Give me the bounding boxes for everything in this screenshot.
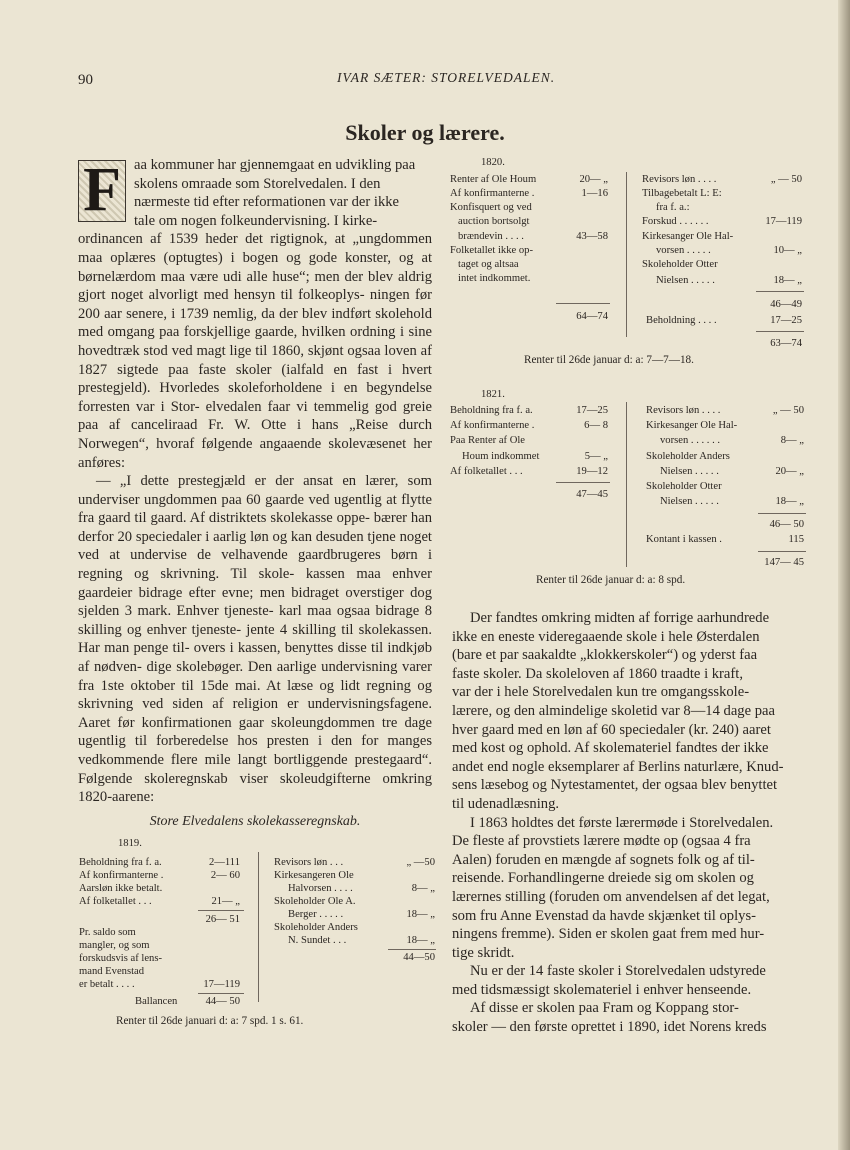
ledger-value: 19—12 [576, 466, 608, 477]
text-line: reisende. Forhandlingerne dreiede sig om skolen og [452, 870, 754, 887]
sum-rule [758, 551, 806, 552]
ledger-value: 17—119 [765, 216, 802, 227]
ledger-value: 18— „ [775, 496, 804, 507]
ledger-label: Nielsen . . . . . [660, 496, 719, 507]
text-line: som fru Anne Evenstad da havde skjænket til oplys- [452, 907, 756, 924]
sum-rule [198, 993, 244, 994]
ledger-value: 10— „ [773, 245, 802, 256]
ledger-value: 17—25 [576, 405, 608, 416]
ledger-value: 21— „ [211, 896, 240, 907]
ledger-label: brændevin . . . . [458, 231, 524, 242]
holding-value: 17—25 [770, 315, 802, 326]
ledger-label: vorsen . . . . . [656, 245, 711, 256]
ledger-value: 2— 60 [210, 870, 240, 881]
ledger-value: 20— „ [775, 466, 804, 477]
page-number: 90 [78, 72, 93, 88]
year-1821: 1821. [481, 389, 505, 400]
sum-rule [556, 303, 610, 304]
ledger-label: Beholdning fra f. a. [450, 405, 533, 416]
ledger-label: Af folketallet . . . [79, 896, 152, 907]
cash-label: Kontant i kassen . [646, 534, 722, 545]
ledger-value: 18— „ [406, 935, 435, 946]
text-line: (bare et par saakaldte „klokkerskoler“) og yderst faa [452, 647, 758, 664]
ledger-subtotal: 46— 50 [769, 519, 804, 530]
ledger-label: fra f. a.: [656, 202, 690, 213]
dropcap-ornament [78, 156, 126, 224]
text-line: lærere, og den almindelige skoletid var 8—14 dage paa [452, 702, 775, 719]
ledger-label: Revisors løn . . . . [642, 174, 717, 185]
text-line: var der i hele Storelvedalen kun tre omgangsskole- [452, 684, 750, 701]
ledger-label: Renter af Ole Houm [450, 174, 537, 185]
page-edge [838, 0, 850, 1150]
ledger-label: Berger . . . . . [288, 909, 344, 920]
text-line: Aalen) foruden en mængde af sognets folk og af til- [452, 851, 755, 868]
ledger-total: 63—74 [770, 338, 802, 349]
ledger-label: Af konfirmanterne . [450, 420, 535, 431]
column-divider [626, 172, 627, 337]
ledger-label: mangler, og som [79, 940, 150, 951]
ledger-label: Revisors løn . . . [274, 857, 344, 868]
text-line: til udenadlæsning. [452, 795, 560, 812]
right-column [452, 609, 808, 1037]
text-line: tige skridt. [452, 944, 515, 961]
ledger-value: 17—119 [203, 979, 240, 990]
sum-rule [758, 513, 806, 514]
ledger-label: Paa Renter af Ole [450, 435, 526, 446]
interest-note: Renter til 26de januar d: a: 7—7—18. [524, 354, 694, 366]
ledger-label: Kirkesanger Ole Hal- [646, 420, 738, 431]
balance-value: 44— 50 [205, 996, 240, 1007]
ledger-label: Forskud . . . . . . [642, 216, 709, 227]
ledger-label: Aarsløn ikke betalt. [79, 883, 163, 894]
ledger-label: Nielsen . . . . . [660, 466, 719, 477]
ledger-label: Folketallet ikke op- [450, 245, 533, 256]
ledger-label: Skoleholder Ole A. [274, 896, 356, 907]
dropcap-letter: F [83, 156, 121, 224]
ledger-total: 147— 45 [764, 557, 804, 568]
ledger-label: Skoleholder Otter [646, 481, 722, 492]
intro-line: skolens omraade som Storelvedalen. I den [134, 175, 381, 192]
ledger-total: 64—74 [576, 311, 608, 322]
year-1819: 1819. [118, 838, 142, 849]
ledger-value: 5— „ [584, 451, 608, 462]
ledger-value: 18— „ [773, 275, 802, 286]
accounts-caption: Store Elvedalens skolekasseregnskab. [149, 814, 361, 829]
ledger-label: taget og altsaa [458, 259, 519, 270]
sum-rule [198, 910, 244, 911]
ledger-label: Konfisquert og ved [450, 202, 532, 213]
column-divider [626, 402, 627, 567]
ledger-label: Af konfirmanterne . [79, 870, 164, 881]
ledger-value: „ —50 [406, 857, 435, 868]
text-line: skoler — den første oprettet i 1890, idet Norens kreds [452, 1019, 767, 1036]
ledger-value: 6— 8 [584, 420, 608, 431]
ledger-value: 18— „ [406, 909, 435, 920]
body-paragraph: ordinancen af 1539 heder det rigtignok, at „ungdommen maa oplæres (optugtes) i bogen og gode konster, og at børnelærdom maa være udi alle huse“; men der blev aldrig gjort noget alvorligt med hensyn til folkeoplys- ningen før 200 aar senere, i 1739 nemlig, da der blev indført skolehold med omgang paa forskjellige gaarde, hvilken ordning i sine hovedtræk stod ved magt lige til 1860, skjønt ogsaa loven af 1827 sigtede paa faste skoler (ialfald en fast i hvert prestegjeld). Hvorledes skoleforholdene i en begyndelse forresten var i Stor- elvedalen faar vi temmelig god greie paa af canceliraad Fr. W. Otte i hans „Reise durch Norwegen“, hvoraf følgende angaaende skolevæsenet her anføres: [78, 231, 432, 471]
ledger-value: „ — 50 [772, 405, 804, 416]
text-line: Der fandtes omkring midten af forrige aarhundrede [470, 610, 770, 626]
text-line: andet end nogle eksemplarer af Berlins naturlære, Knud- [452, 758, 784, 775]
ledger-label: Tilbagebetalt L: E: [642, 188, 722, 199]
sum-rule [756, 331, 804, 332]
ledger-value: 8— „ [780, 435, 804, 446]
ledger-value: 8— „ [411, 883, 435, 894]
interest-note: Renter til 26de januar d: a: 8 spd. [536, 574, 686, 586]
text-line: Nu er der 14 faste skoler i Storelvedalen udstyrede [470, 963, 766, 980]
intro-line: aa kommuner har gjennemgaat en udvikling paa [134, 157, 416, 173]
text-line: ningens fremme). Siden er skolen gaat frem med hur- [452, 926, 765, 943]
ledger-label: vorsen . . . . . . [660, 435, 721, 446]
sum-rule [756, 291, 804, 292]
column-divider [258, 852, 259, 1002]
ledger-value: „ — 50 [770, 174, 802, 185]
text-line: sens læsebog og Nytestamentet, der ogsaa blev benyttet [452, 777, 778, 794]
ledger-label: auction bortsolgt [458, 216, 530, 227]
ledger-label: Pr. saldo som [79, 927, 136, 938]
ledger-value: 2—111 [209, 857, 240, 868]
running-head: IVAR SÆTER: STORELVEDALEN. [337, 70, 556, 85]
ledger-label: intet indkommet. [458, 273, 531, 284]
ledger-label: Halvorsen . . . . [288, 883, 353, 894]
intro-line: tale om nogen folkeundervisning. I kirke- [134, 212, 378, 229]
quote-paragraph: — „I dette prestegjæld er der ansat en lærer, som underviser ungdommen paa 60 gaarde ved ugentlig at flytte fra gaard til gaard. Af distriktets skolekasse oppe- bærer han derfor 20 speciedaler i aarlig løn og kan desuden tjene noget ved at undervise de velhavende gaardbrugeres børn i regning og skrivning. Til skole- kassen maa enhver gaardeier bidrage efter evne; men bidraget overstiger dog sjelden 3 mark. Enhver tjeneste- karl maa ogsaa bidrage 8 skilling og enhver tjeneste- jente 4 skilling til skolekassen. Har man penge til- overs i kassen, benyttes disse til indkjøb af nødven- dige skolebøger. Den aarlige undervisning varer fra 1ste oktober til 15de mai. At læse og lidt regning og skrivning ved siden af religion er undervisningsfagene. Aaret før konfirmationen gaar skoleungdommen tre dage ugentlig til forberedelse hos presten i den for manges vedkommende flere mile langt bortliggende prestegaard“. Følgende skoleregnskab viser skoleudgifterne omkring 1820-aarene: [78, 473, 432, 806]
ledger-label: Kirkesangeren Ole [274, 870, 354, 881]
ledger-total: 44—50 [403, 952, 435, 963]
text-line: I 1863 holdtes det første lærermøde i Storelvedalen. [470, 814, 774, 831]
cash-value: 115 [788, 534, 804, 545]
text-line: ikke en eneste videregaaende skole i hele Østerdalen [452, 628, 760, 645]
sum-rule [556, 482, 610, 483]
ledger-value: 43—58 [576, 231, 608, 242]
ledger-label: N. Sundet . . . [288, 935, 347, 946]
ledger-label: forskudsvis af lens- [79, 953, 162, 964]
ledger-label: Nielsen . . . . . [656, 275, 715, 286]
sum-rule [388, 949, 436, 950]
interest-note: Renter til 26de januari d: a: 7 spd. 1 s. 61. [116, 1015, 304, 1027]
text-line: med kost og ophold. Af skolemateriel fandtes der ikke [452, 740, 769, 757]
ledger-label: Af folketallet . . . [450, 466, 523, 477]
ledger-label: Skoleholder Otter [642, 259, 718, 270]
ledger-subtotal: 26— 51 [205, 914, 240, 925]
ledger-label: Kirkesanger Ole Hal- [642, 231, 734, 242]
balance-label: Ballancen [135, 996, 178, 1007]
ledger-label: er betalt . . . . [79, 979, 135, 990]
ledger-label: Revisors løn . . . . [646, 405, 721, 416]
ledger-subtotal: 46—49 [770, 299, 802, 310]
ledger-value: 20— „ [579, 174, 608, 185]
ledger-label: Skoleholder Anders [646, 451, 730, 462]
text-line: faste skoler. Da skoleloven af 1860 traadte i kraft, [452, 665, 743, 682]
left-column [78, 156, 432, 807]
text-line: lærernes stilling (foruden om anvendelsen af det legat, [452, 888, 770, 905]
text-line: hver gaard med en løn af 60 speciedaler (kr. 240) aaret [452, 721, 771, 738]
text-line: Af disse er skolen paa Fram og Koppang stor- [470, 1000, 739, 1017]
intro-line: nærmeste tid efter reformationen var der ikke [134, 194, 400, 211]
ledger-total: 47—45 [576, 489, 608, 500]
holding-label: Beholdning . . . . [646, 315, 717, 326]
section-title: Skoler og lærere. [345, 120, 505, 145]
ledger-label: Skoleholder Anders [274, 922, 358, 933]
text-line: med tidsmæssigt skolemateriel i enhver henseende. [452, 981, 752, 998]
ledger-value: 1—16 [581, 188, 608, 199]
ledger-label: Houm indkommet [462, 451, 540, 462]
ledger-label: Af konfirmanterne . [450, 188, 535, 199]
year-1820: 1820. [481, 157, 505, 168]
ledger-label: mand Evenstad [79, 966, 145, 977]
text-line: De fleste af provstiets lærere mødte op (ogsaa 4 fra [452, 833, 751, 850]
ledger-label: Beholdning fra f. a. [79, 857, 162, 868]
